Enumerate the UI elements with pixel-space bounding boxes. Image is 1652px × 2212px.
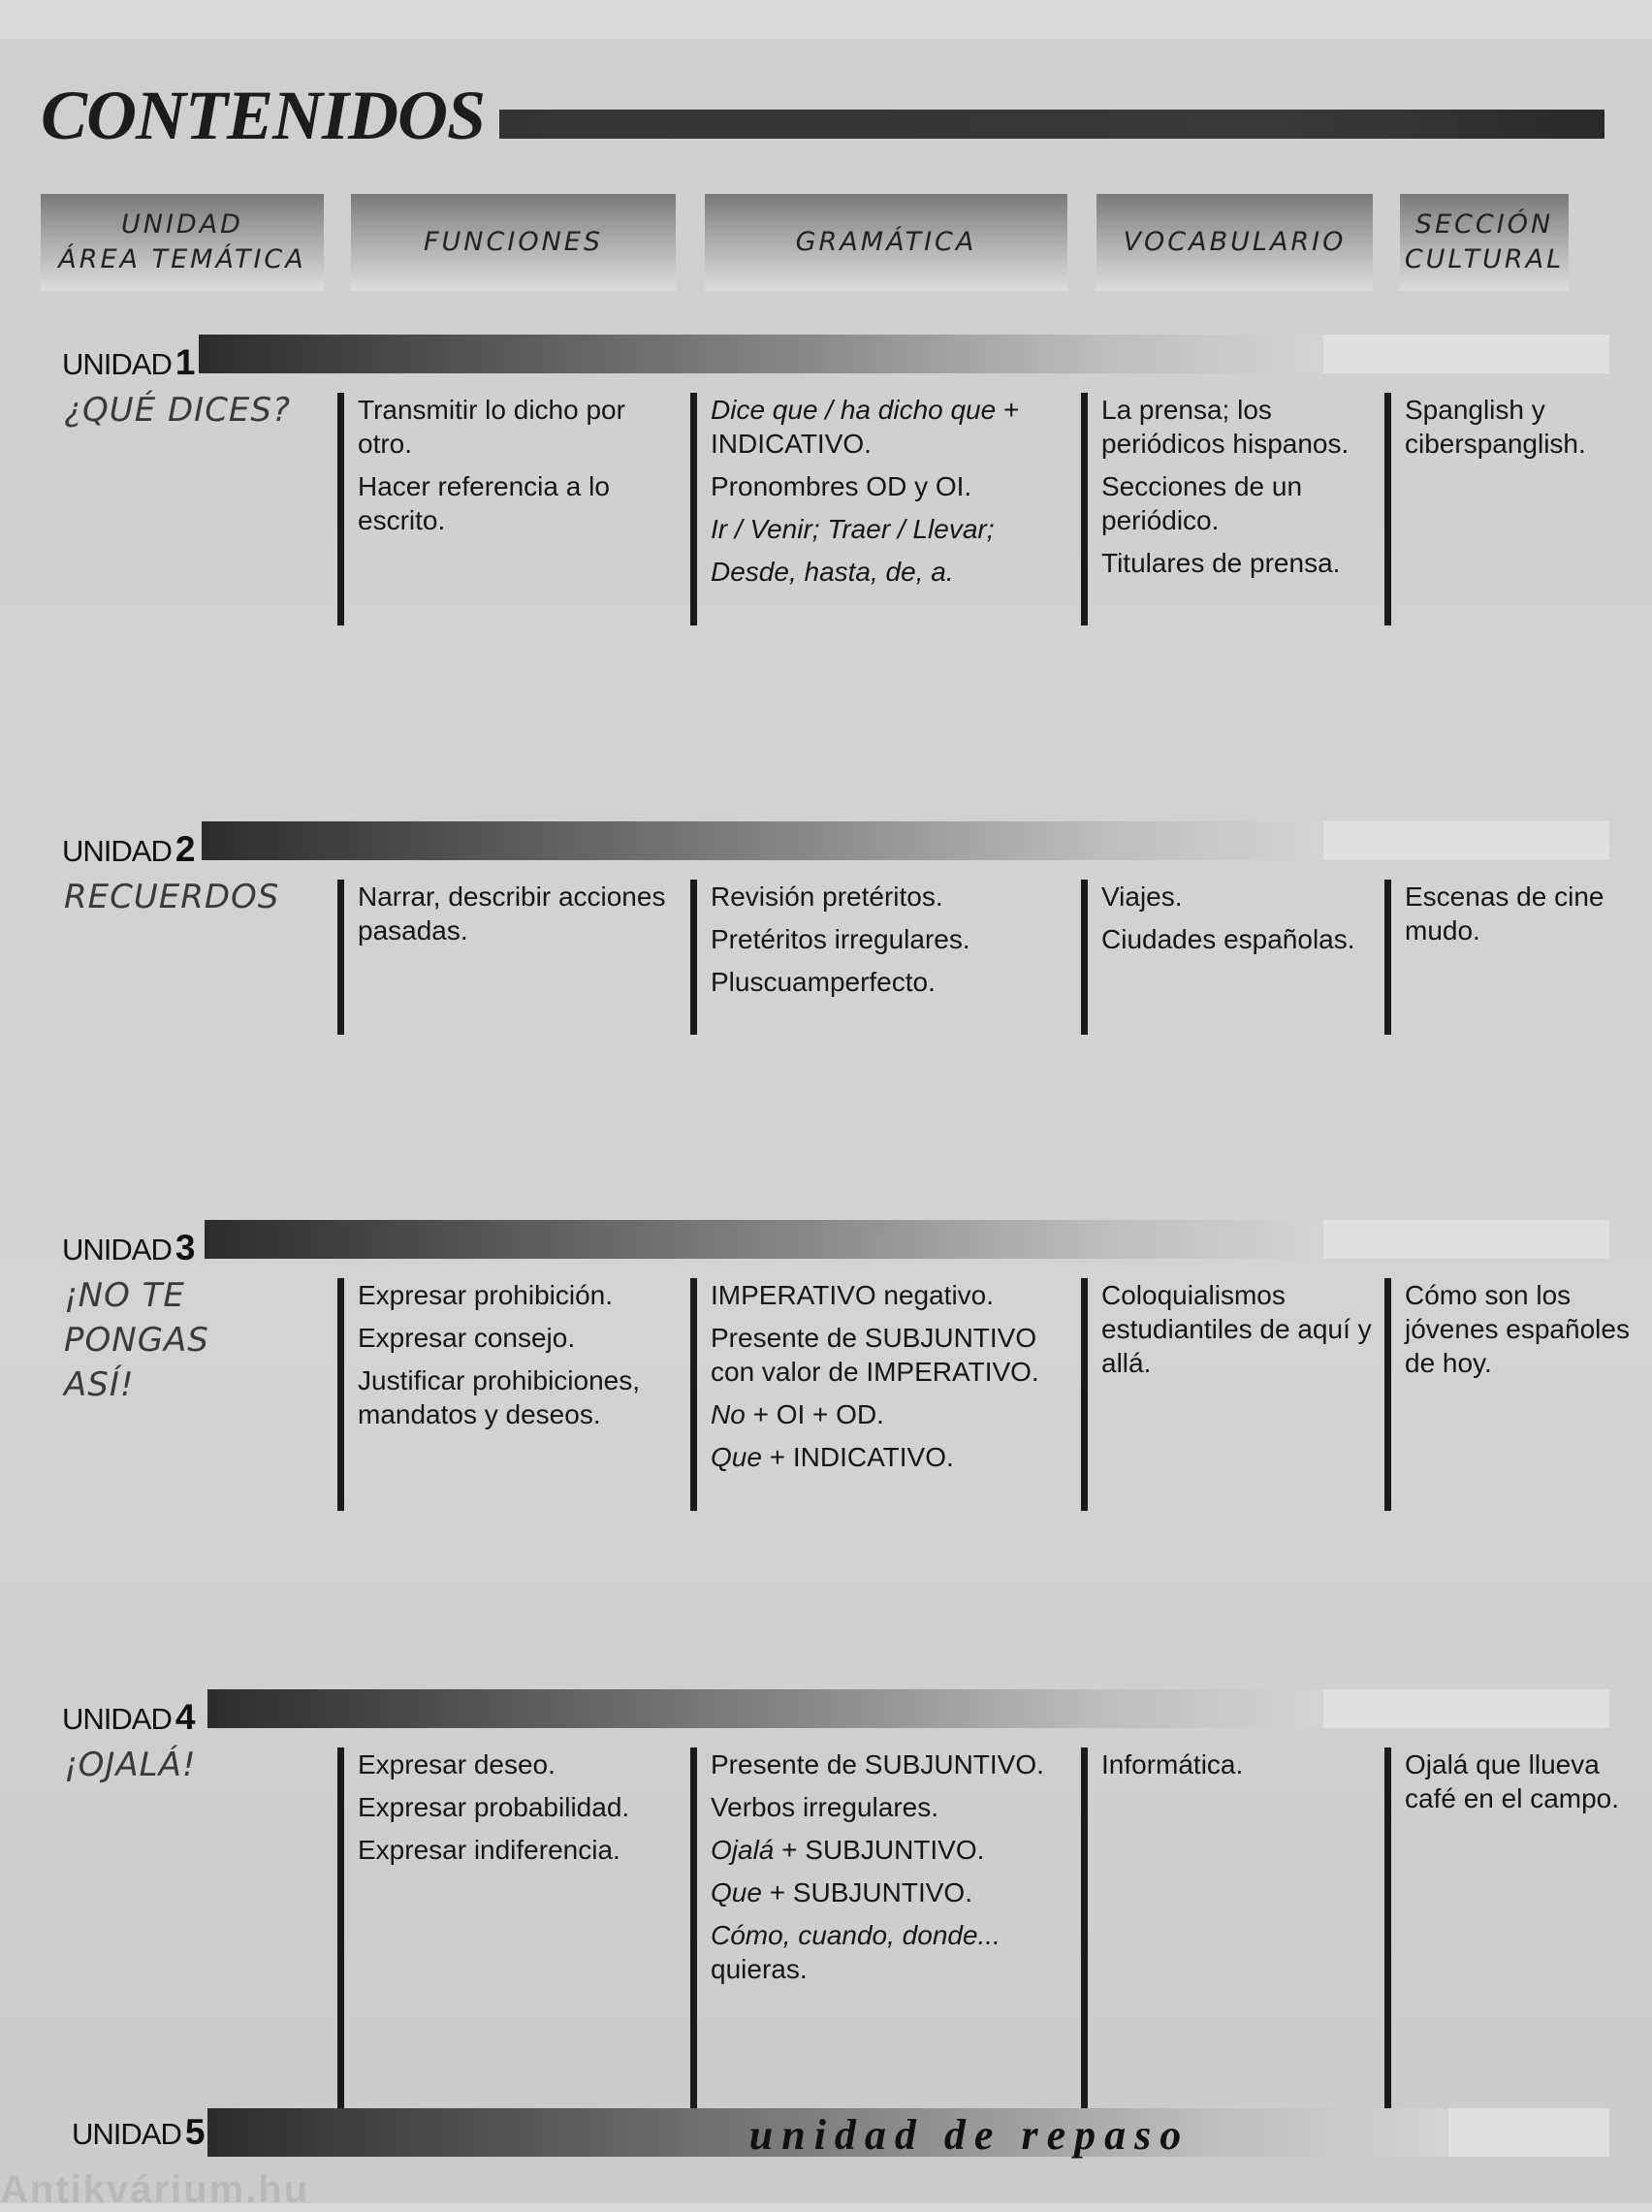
unit-1-vocabulario-item: La prensa; los periódicos hispanos. — [1101, 395, 1350, 459]
unit-5-label-text: UNIDAD — [72, 2117, 181, 2151]
unit-2-cultural-cell — [1384, 880, 1637, 1035]
unit-2-funciones-item: Narrar, describir acciones pasadas. — [358, 882, 666, 946]
header-vocabulario-label: VOCABULARIO — [1123, 227, 1347, 257]
unit-1-vocabulario-item: Titulares de prensa. — [1101, 548, 1341, 578]
unit-3-gramatica-cell — [690, 1278, 1084, 1511]
gramatica-italic: No — [711, 1399, 746, 1429]
unit-3-label-text: UNIDAD — [62, 1233, 172, 1266]
unit-4-funciones-item: Expresar probabilidad. — [358, 1792, 630, 1822]
gramatica-text: + OI + OD. — [745, 1399, 884, 1429]
unit-4-funciones-item: Expresar deseo. — [358, 1749, 556, 1779]
header-seccion-cultural — [1400, 194, 1569, 291]
header-funciones — [351, 194, 676, 291]
unit-5-label — [72, 2112, 204, 2153]
gramatica-italic: Dice que / ha dicho que — [711, 395, 997, 425]
unit-3-number: 3 — [175, 1228, 195, 1267]
unit-1-label-text: UNIDAD — [62, 347, 172, 381]
unit-3-gramatica-item — [711, 1278, 1084, 1312]
header-unidad-line1: UNIDAD — [121, 209, 243, 240]
unit-4-name — [64, 1743, 326, 1787]
unit-1-gramatica-item — [711, 469, 1084, 503]
unit-2-vocabulario-cell — [1081, 880, 1392, 1035]
gramatica-text: Verbos irregulares. — [711, 1792, 939, 1822]
gramatica-italic: Cómo, cuando, donde... — [711, 1920, 1001, 1950]
gramatica-text: Pronombres OD y OI. — [711, 471, 972, 501]
unit-3-bar-end — [1323, 1220, 1609, 1259]
unit-4-cultural-item: Ojalá que llueva café en el campo. — [1405, 1749, 1620, 1813]
unit-4-vocabulario-cell — [1081, 1747, 1392, 2126]
title-rule — [499, 110, 1604, 139]
unit-1-vocabulario-cell — [1081, 393, 1392, 625]
unit-2-bar-end — [1323, 821, 1609, 860]
unit-2-bar — [202, 821, 1323, 860]
header-gramatica-label: GRAMÁTICA — [795, 227, 977, 257]
unit-3-name-line2: ASÍ! — [64, 1365, 135, 1404]
unit-3-funciones-item: Justificar prohibiciones, mandatos y deseos. — [358, 1365, 641, 1429]
unit-1-cultural-item: Spanglish y ciberspanglish. — [1405, 395, 1586, 459]
unit-3-label — [62, 1228, 194, 1268]
header-funciones-label: FUNCIONES — [424, 227, 603, 257]
gramatica-text: Revisión pretéritos. — [711, 882, 943, 912]
unit-4-label-text: UNIDAD — [62, 1702, 172, 1736]
gramatica-text: Presente de SUBJUNTIVO con valor de IMPERATIVO. — [711, 1323, 1039, 1387]
unit-2-cultural-item: Escenas de cine mudo. — [1405, 882, 1604, 946]
unit-3-funciones-cell — [337, 1278, 678, 1511]
unit-2-number: 2 — [175, 829, 195, 869]
gramatica-italic: Que — [711, 1442, 762, 1472]
unit-3-cultural-cell — [1384, 1278, 1637, 1511]
unit-4-vocabulario-item: Informática. — [1101, 1749, 1244, 1779]
unit-1-funciones-cell — [337, 393, 678, 625]
gramatica-text: IMPERATIVO negativo. — [711, 1280, 995, 1310]
unit-3-funciones-item: Expresar consejo. — [358, 1323, 576, 1353]
watermark: Antikvárium.hu — [0, 2168, 310, 2211]
unit-1-name-line1: ¿QUÉ DICES? — [64, 391, 292, 430]
unit-3-name — [64, 1273, 326, 1407]
unit-4-funciones-item: Expresar indiferencia. — [358, 1835, 620, 1865]
unit-4-cultural-cell — [1384, 1747, 1637, 2126]
unit-2-gramatica-item — [711, 965, 1084, 999]
unit-3-bar — [205, 1220, 1323, 1259]
unit-4-funciones-cell — [337, 1747, 678, 2126]
unit-1-cultural-cell — [1384, 393, 1637, 625]
gramatica-text: + SUBJUNTIVO. — [761, 1877, 972, 1907]
gramatica-italic: Que — [711, 1877, 762, 1907]
gramatica-text: quieras. — [711, 1954, 808, 1984]
unit-4-number: 4 — [175, 1697, 195, 1737]
unit-4-gramatica-item — [711, 1747, 1084, 1781]
unit-3-gramatica-item — [711, 1440, 1084, 1474]
unit-1-bar — [199, 335, 1323, 373]
gramatica-text: + SUBJUNTIVO. — [774, 1835, 985, 1865]
gramatica-text: + INDICATIVO. — [761, 1442, 954, 1472]
header-seccion-line2: CULTURAL — [1404, 244, 1565, 274]
unit-1-bar-end — [1323, 335, 1609, 373]
unit-4-label — [62, 1697, 194, 1738]
header-unidad-line2: ÁREA TEMÁTICA — [58, 244, 306, 274]
gramatica-italic: Desde, hasta, de, a. — [711, 557, 954, 587]
unit-1-number: 1 — [175, 342, 195, 382]
header-seccion-line1: SECCIÓN — [1414, 209, 1554, 240]
unit-5-number: 5 — [184, 2112, 205, 2152]
unit-1-gramatica-item — [711, 393, 1084, 461]
gramatica-text: + INDICATIVO. — [711, 395, 1020, 459]
unit-2-label — [62, 829, 194, 870]
unit-5-bar-end — [1448, 2108, 1609, 2157]
unit-2-vocabulario-item: Ciudades españolas. — [1101, 924, 1355, 954]
unit-2-name — [64, 875, 326, 919]
unit-2-gramatica-item — [711, 922, 1084, 956]
unit-4-gramatica-item — [711, 1918, 1084, 1986]
unit-4-bar — [207, 1689, 1323, 1728]
unit-2-name-line1: RECUERDOS — [64, 878, 280, 916]
gramatica-italic: Ir / Venir; Traer / Llevar; — [711, 514, 995, 544]
unit-3-cultural-item: Cómo son los jóvenes españoles de hoy. — [1405, 1280, 1630, 1378]
header-unidad — [41, 194, 324, 291]
header-gramatica — [705, 194, 1067, 291]
unit-3-name-line1: ¡NO TE PONGAS — [64, 1276, 209, 1360]
unit-4-gramatica-item — [711, 1790, 1084, 1824]
unit-1-gramatica-item — [711, 512, 1084, 546]
unit-4-bar-end — [1323, 1689, 1609, 1728]
unit-5-name: unidad de repaso — [748, 2111, 1191, 2159]
unit-2-vocabulario-item: Viajes. — [1101, 882, 1183, 912]
unit-4-gramatica-cell — [690, 1747, 1084, 2126]
unit-3-vocabulario-cell — [1081, 1278, 1392, 1511]
gramatica-text: Presente de SUBJUNTIVO. — [711, 1749, 1044, 1779]
unit-1-name — [64, 388, 326, 433]
unit-2-gramatica-item — [711, 880, 1084, 914]
unit-3-gramatica-item — [711, 1321, 1084, 1389]
unit-4-gramatica-item — [711, 1875, 1084, 1909]
unit-3-gramatica-item — [711, 1397, 1084, 1431]
page-title: CONTENIDOS — [41, 77, 486, 154]
unit-1-vocabulario-item: Secciones de un periódico. — [1101, 471, 1303, 535]
unit-2-funciones-cell — [337, 880, 678, 1035]
unit-3-funciones-item: Expresar prohibición. — [358, 1280, 614, 1310]
unit-2-gramatica-cell — [690, 880, 1084, 1035]
unit-1-gramatica-item — [711, 555, 1084, 589]
gramatica-italic: Ojalá — [711, 1835, 775, 1865]
header-vocabulario — [1096, 194, 1373, 291]
unit-2-label-text: UNIDAD — [62, 834, 172, 868]
gramatica-text: Pluscuamperfecto. — [711, 967, 936, 997]
unit-1-funciones-item: Hacer referencia a lo escrito. — [358, 471, 610, 535]
unit-4-gramatica-item — [711, 1833, 1084, 1867]
gramatica-text: Pretéritos irregulares. — [711, 924, 970, 954]
unit-1-gramatica-cell — [690, 393, 1084, 625]
unit-4-name-line1: ¡OJALÁ! — [64, 1746, 197, 1784]
unit-1-funciones-item: Transmitir lo dicho por otro. — [358, 395, 625, 459]
unit-1-label — [62, 342, 194, 383]
unit-3-vocabulario-item: Coloquialismos estudiantiles de aquí y allá. — [1101, 1280, 1372, 1378]
